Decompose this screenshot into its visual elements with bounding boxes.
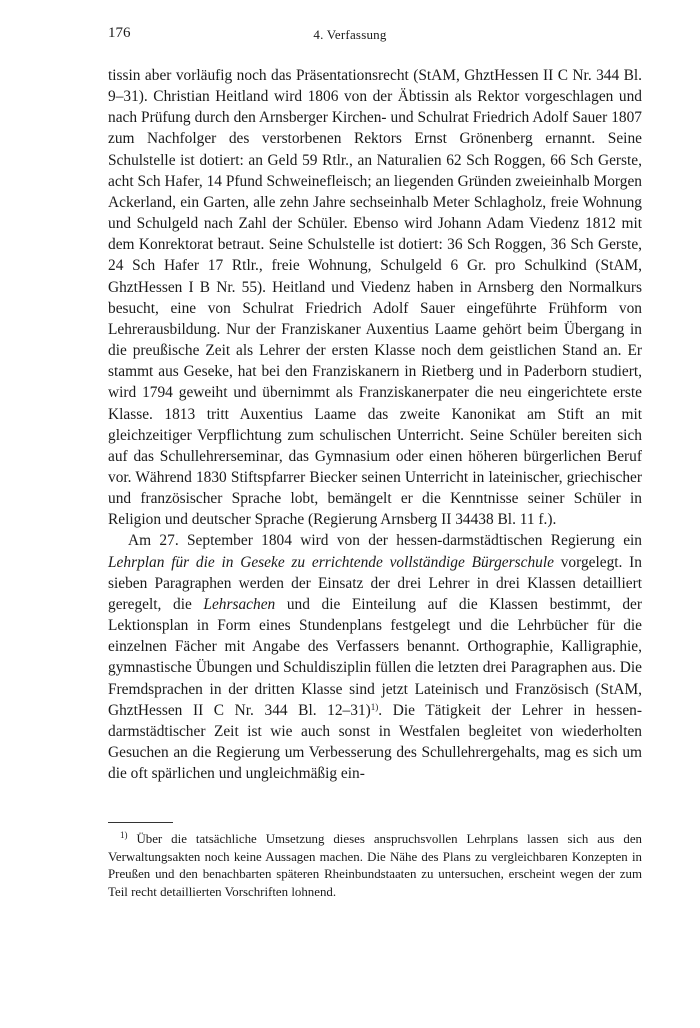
footnote-separator [108,822,173,823]
body-text [108,65,642,784]
paragraph-2-text-b: vorgelegt. In sieben Paragraphen werden der Einsatz der drei Lehrer in drei Klassen detailliert geregelt, die [108,553,642,613]
paragraph-2-text-c: und die Einteilung auf die Klassen bestimmt, der Lektionsplan in Form eines Stundenplans festgelegt und die Lehrbücher für die einzelnen Fächer mit Angabe des Verfassers benannt. Orthographie, Kalligraphie, gymnastische Übungen und Schuldisziplin füllen die letzten drei Paragraphen aus. Die Fremdsprachen in der dritten Klasse sind jetzt Lateinisch und Französisch (StAM, GhztHessen II C Nr. 344 Bl. 12–31) [108,595,642,719]
footnote-reference[interactable]: 1) [370,701,379,712]
italic-term-lehrsachen: Lehrsachen [203,595,276,613]
paragraph-1: tissin aber vorläufig noch das Präsentationsrecht (StAM, GhztHessen II C Nr. 344 Bl. 9–31). Christian Heitland wird 1806 von der Äbtissin als Rektor vorgeschlagen und nach Prüfung durch den Arnsberger Kirchen- und Schulrat Friedrich Adolf Sauer 1807 zum Nachfolger des verstorbenen Rektors Ernst Grönenberg ernannt. Seine Schulstelle ist dotiert: an Geld 59 Rtlr., an Naturalien 62 Sch Roggen, 66 Sch Gerste, acht Sch Hafer, 14 Pfund Schweinefleisch; an liegenden Gründen zweieinhalb Morgen Ackerland, ein Garten, alle zehn Jahre sechseinhalb Meter Schlagholz, freie Wohnung und Schulgeld nach Zahl der Schüler. Ebenso wird Johann Adam Viedenz 1812 mit dem Konrektorat betraut. Seine Schulstelle ist dotiert: 36 Sch Roggen, 36 Sch Gerste, 24 Sch Hafer 17 Rtlr., freie Wohnung, Schulgeld 6 Gr. pro Schulkind (StAM, GhztHessen I B Nr. 55). Heitland und Viedenz haben in Arnsberg den Normalkurs besucht, eine von Schulrat Friedrich Adolf Sauer eingeführte Frühform von Lehrerausbildung. Nur der Franziskaner Auxentius Laame gehört beim Übergang in die preußische Zeit als Lehrer der ersten Klasse noch dem geistlichen Stand an. Er stammt aus Geseke, hat bei den Franziskanern in Rietberg und in Paderborn studiert, wird 1794 geweiht und übernimmt als Franziskanerpater die neu eingerichtete erste Klasse. 1813 tritt Auxentius Laame das zweite Kanonikat am Stift an mit gleichzeitiger Verpflichtung zum schulischen Unterricht. Seine Schüler bereiten sich auf das Schullehrerseminar, das Gymnasium oder einen höheren bürgerlichen Beruf vor. Während 1830 Stiftspfarrer Biecker seinen Unterricht in lateinischer, griechischer und französischer Sprache lobt, bemängelt er die Kenntnisse seiner Schüler in Religion und deutscher Sprache (Regierung Arnsberg II 34438 Bl. 11 f.). [108,67,642,529]
footnote-marker: 1) [120,830,128,840]
footnote-text: Über die tatsächliche Umsetzung dieses anspruchsvollen Lehrplans lassen sich aus den Verwaltungsakten noch keine Aussagen machen. Die Nähe des Plans zu vergleichbaren Konzepten in Preußen und den benachbarten späteren Rheinbundstaaten zu untersuchen, erscheint wegen der zum Teil recht detaillierten Vorschriften lohnend. [108,832,642,899]
page-number: 176 [108,25,131,41]
paragraph-2 [108,530,642,784]
footnote [108,831,642,901]
running-head: 4. Verfassung [313,27,387,42]
italic-title-lehrplan: Lehrplan für die in Geseke zu errichtende vollständige Bürgerschule [108,553,554,571]
footnote-1 [108,831,642,901]
paragraph-2-text-d: . Die Tätigkeit der Lehrer in hessen-darmstädtischer Zeit ist wie auch sonst in Westfalen begleitet von wiederholten Gesuchen an die Regierung um Verbesserung des Schullehrergehalts, mag es sich um die oft spärlichen und ungleichmäßig ein- [108,701,642,783]
paragraph-2-text-a: Am 27. September 1804 wird von der hessen-darmstädtischen Regierung ein [128,532,642,550]
